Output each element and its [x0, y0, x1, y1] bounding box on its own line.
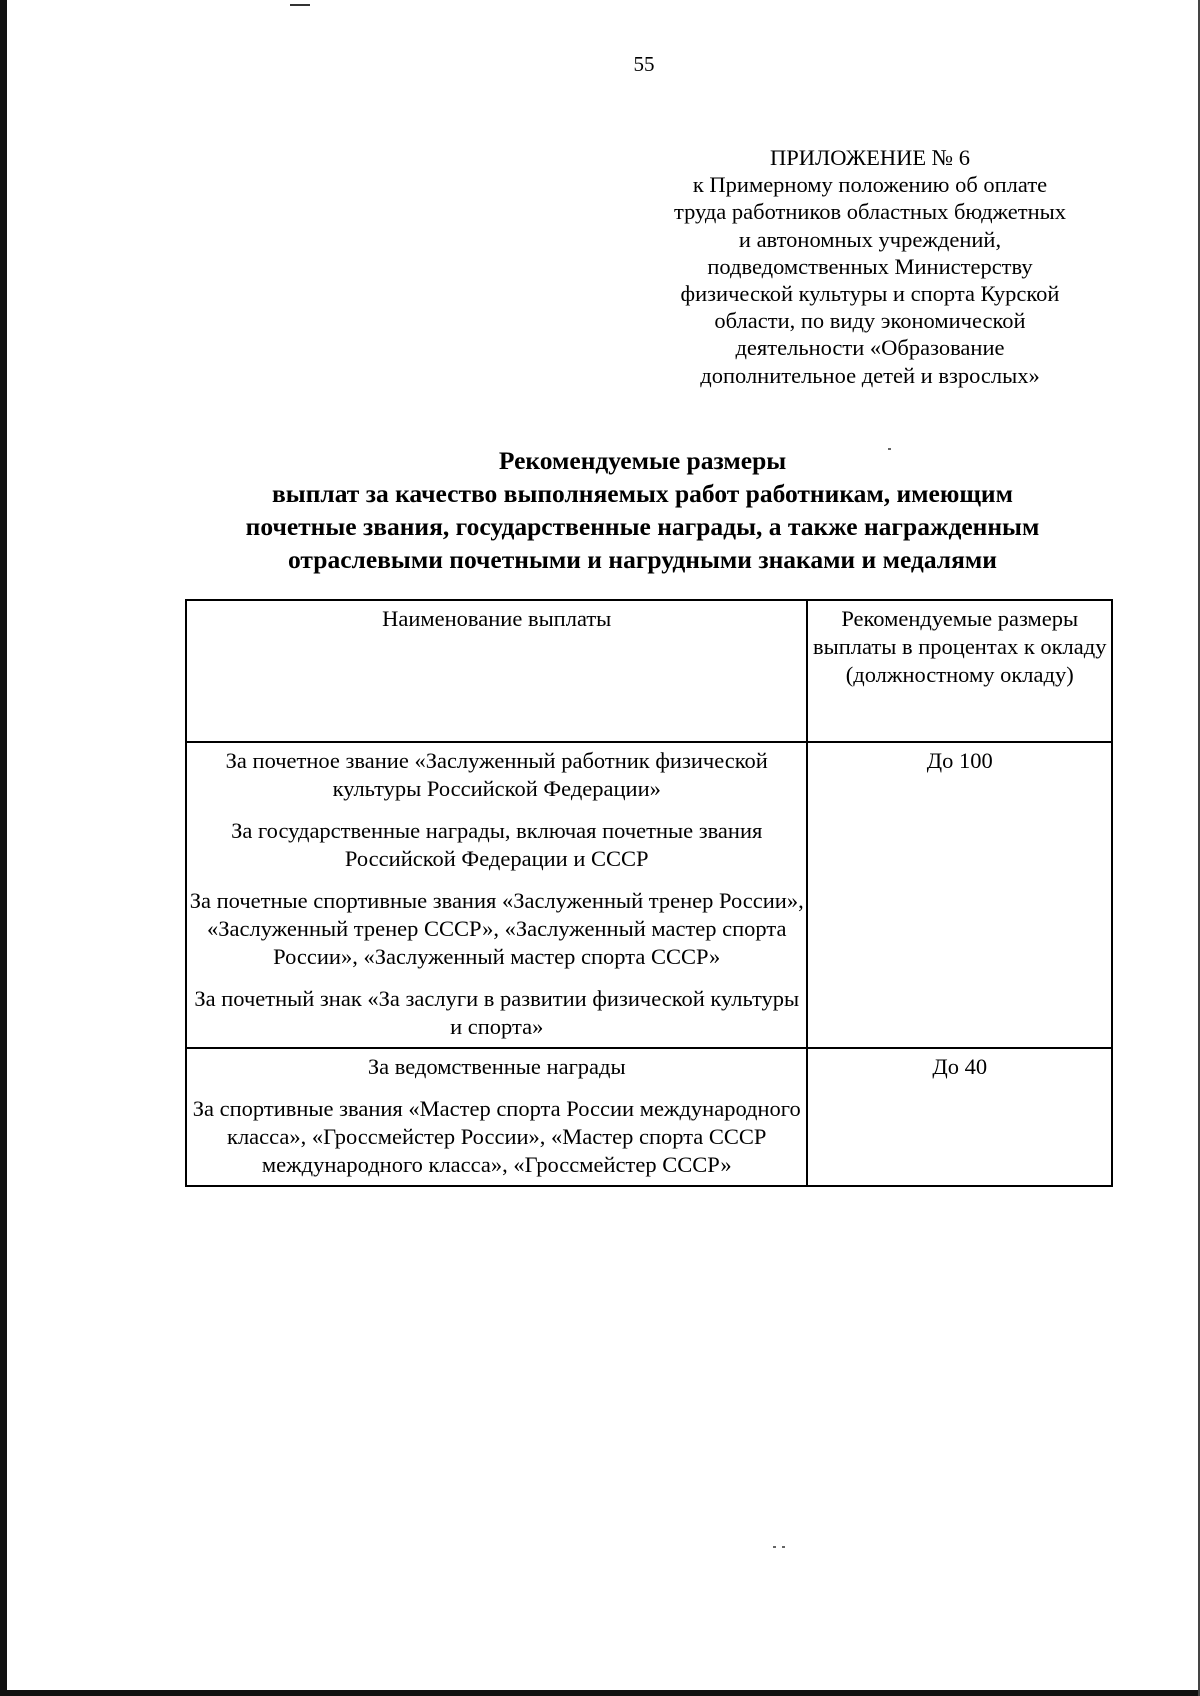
title-line: Рекомендуемые размеры — [498, 446, 787, 475]
appendix-block — [640, 144, 1100, 389]
row-paragraph: За спортивные звания «Мастер спорта России международного класса», «Гроссмейстер России», «Мастер спорта СССР международного класса», «Гроссмейстер СССР» — [192, 1096, 801, 1177]
appendix-line: деятельности «Образование — [735, 335, 1005, 361]
title-line: выплат за качество выполняемых работ работникам, имеющим — [272, 479, 1013, 508]
row-size-cell — [807, 742, 1112, 1048]
row-paragraph: За государственные награды, включая почетные звания Российской Федерации и СССР — [231, 818, 763, 871]
table-header-row — [186, 600, 1112, 742]
appendix-line: дополнительное детей и взрослых» — [700, 362, 1040, 388]
row-paragraph: За почетный знак «За заслуги в развитии физической культуры и спорта» — [194, 986, 800, 1039]
row-size: До 100 — [926, 748, 993, 773]
header-name-cell — [186, 600, 807, 742]
row-paragraph: За ведомственные награды — [367, 1054, 626, 1079]
scan-mark — [290, 4, 310, 6]
payments-table — [185, 599, 1113, 1187]
row-paragraph: За почетное звание «Заслуженный работник физической культуры Российской Федерации» — [225, 748, 768, 801]
appendix-line: труда работников областных бюджетных — [673, 199, 1067, 225]
table-row — [186, 742, 1112, 1048]
scan-speck — [782, 1546, 785, 1548]
header-size: Рекомендуемые размеры выплаты в процентах к окладу (должностному окладу) — [813, 606, 1107, 687]
appendix-line: подведомственных Министерству — [707, 253, 1033, 279]
appendix-line: области, по виду экономической — [714, 308, 1026, 334]
row-size: До 40 — [932, 1054, 988, 1079]
row-name-cell — [186, 742, 807, 1048]
appendix-line: и автономных учреждений, — [738, 226, 1002, 252]
header-name: Наименование выплаты — [382, 606, 612, 631]
row-paragraph: За почетные спортивные звания «Заслуженный тренер России», «Заслуженный тренер СССР», «Заслуженный мастер спорта России», «Заслуженный мастер спорта СССР» — [189, 888, 804, 969]
header-size-cell — [807, 600, 1112, 742]
document-title — [150, 444, 1135, 576]
appendix-line: ПРИЛОЖЕНИЕ № 6 — [769, 145, 971, 170]
table-row — [186, 1048, 1112, 1186]
scan-border-left — [0, 0, 7, 1696]
title-line: почетные звания, государственные награды, а также награжденным — [245, 512, 1040, 541]
appendix-line: к Примерному положению об оплате — [692, 172, 1048, 198]
scan-speck — [773, 1546, 776, 1548]
row-size-cell — [807, 1048, 1112, 1186]
page-number: 55 — [633, 52, 655, 76]
row-name-cell — [186, 1048, 807, 1186]
title-line: отраслевыми почетными и нагрудными знаками и медалями — [288, 545, 997, 574]
appendix-line: физической культуры и спорта Курской — [680, 281, 1060, 307]
scan-border-bottom — [0, 1690, 1200, 1696]
